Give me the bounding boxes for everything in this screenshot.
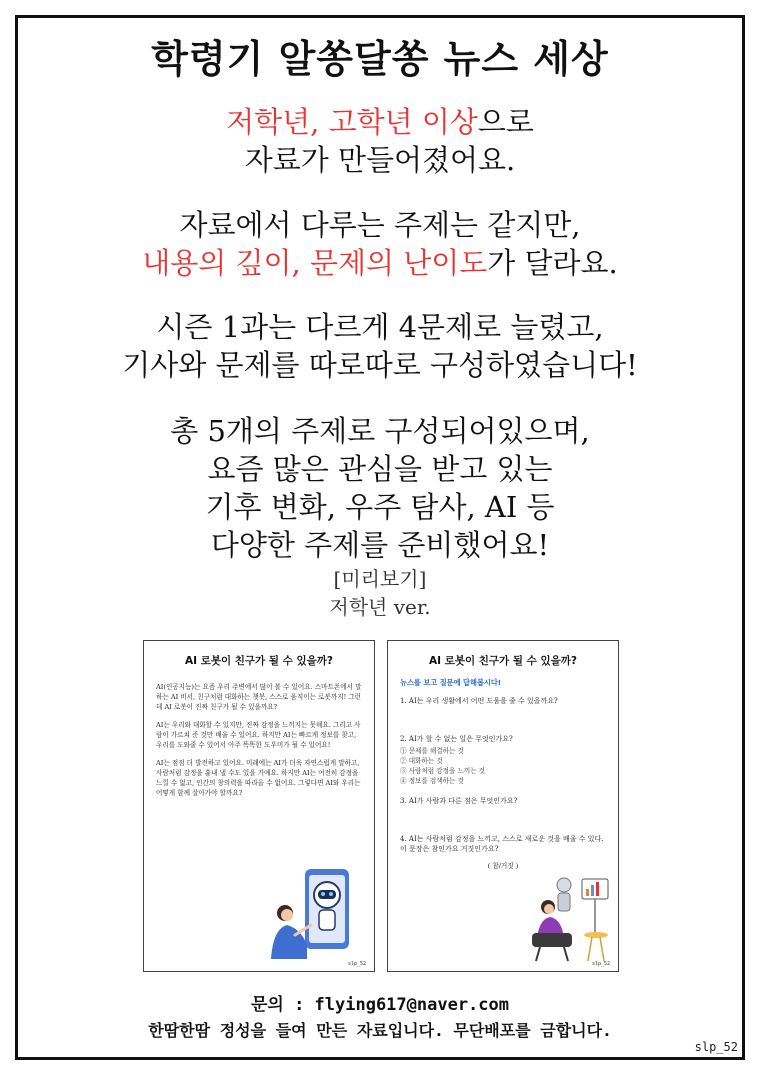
page-code: slp_52 <box>347 961 366 967</box>
intro-text <box>0 103 760 179</box>
questions-title: AI 로봇이 친구가 될 수 있을까? <box>429 655 577 667</box>
depth-line1: 자료에서 다루는 주제는 같지만, <box>179 208 581 242</box>
question-3: 3. AI가 사람과 다른 점은 무엇인가요? <box>400 797 518 805</box>
page-code: slp_52 <box>591 961 610 967</box>
season-line1: 시즌 1과는 다르게 4문제로 늘렸고, <box>156 310 604 344</box>
contact-email: 문의 : flying617@naver.com <box>250 995 509 1015</box>
intro-highlight: 저학년, 고학년 이상 <box>226 105 478 139</box>
question-2-option: ③ 사람처럼 감정을 느끼는 것 <box>400 767 486 775</box>
topics-line3: 기후 변화, 우주 탐사, AI 등 <box>205 490 555 524</box>
depth-line2-rest: 가 달라요. <box>487 246 618 280</box>
depth-text <box>0 206 760 282</box>
topics-line2: 요즘 많은 관심을 받고 있는 <box>207 452 553 486</box>
preview-page-article <box>143 640 375 972</box>
topics-text <box>0 412 760 564</box>
intro-line2: 자료가 만들어졌어요. <box>244 143 516 177</box>
article-paragraph: AI는 점점 더 발전하고 있어요. 미래에는 AI가 더욱 자연스럽게 말하고, 사람처럼 감정을 흉내 낼 수도 있을 거예요. 하지만 AI는 여전히 감정을 느낄 수 없고, 인간의 창의력을 따라올 수 없어요. 그렇다면 AI와 우리는 어떻게 함께 살아가야 할까요? <box>156 759 361 797</box>
question-2-option: ① 문제를 해결하는 것 <box>400 747 464 755</box>
preview-heading: [미리보기] <box>333 567 427 591</box>
robot-tablet-illustration <box>259 863 359 963</box>
preview-label <box>0 565 760 621</box>
topics-line1: 총 5개의 주제로 구성되어있으며, <box>170 414 590 448</box>
depth-highlight: 내용의 깊이, 문제의 난이도 <box>142 246 488 280</box>
season-text <box>0 308 760 384</box>
page-title: 학령기 알쏭달쏭 뉴스 세상 <box>151 37 609 81</box>
question-2: 2. AI가 할 수 없는 일은 무엇인가요? <box>400 735 513 743</box>
article-paragraph: AI(인공지능)는 요즘 우리 주변에서 많이 볼 수 있어요. 스마트폰에서 말하는 AI 비서, 친구처럼 대화하는 챗봇, 스스로 움직이는 로봇까지! 그런데 AI 로봇이 진짜 친구가 될 수 있을까요? <box>156 683 362 711</box>
document-code: slp_52 <box>694 1040 738 1054</box>
question-4: 4. AI는 사람처럼 감정을 느끼고, 스스로 새로운 것을 배울 수 있다. 이 문장은 참인가요 거짓인가요? <box>400 835 604 853</box>
article-paragraph: AI는 우리와 대화할 수 있지만, 진짜 감정을 느끼지는 못해요. 그리고 사람이 가르쳐 준 것만 배울 수 있어요. 하지만 AI는 빠르게 정보를 찾고, 우리를 도와줄 수 있어서 아주 똑똑한 도우미가 될 수 있어요! <box>156 721 361 749</box>
season-line2: 기사와 문제를 따로따로 구성하였습니다! <box>122 348 638 382</box>
topics-line4: 다양한 주제를 준비했어요! <box>210 528 550 562</box>
questions-subheading: 뉴스를 보고 질문에 답해봅시다! <box>400 678 502 687</box>
question-4-answer: ( 참/거짓 ) <box>487 862 519 870</box>
question-2-option: ④ 정보를 검색하는 것 <box>400 777 464 785</box>
robot-student-illustration <box>526 873 612 963</box>
question-2-option: ② 대화하는 것 <box>400 757 443 765</box>
intro-line1-rest: 으로 <box>477 105 534 139</box>
preview-version: 저학년 ver. <box>329 595 431 619</box>
preview-page-questions <box>387 640 619 972</box>
copyright-notice: 한땀한땀 정성을 들여 만든 자료입니다. 무단배포를 금합니다. <box>148 1021 612 1040</box>
question-1: 1. AI는 우리 생활에서 어떤 도움을 줄 수 있을까요? <box>400 697 558 705</box>
article-title: AI 로봇이 친구가 될 수 있을까? <box>185 655 333 667</box>
